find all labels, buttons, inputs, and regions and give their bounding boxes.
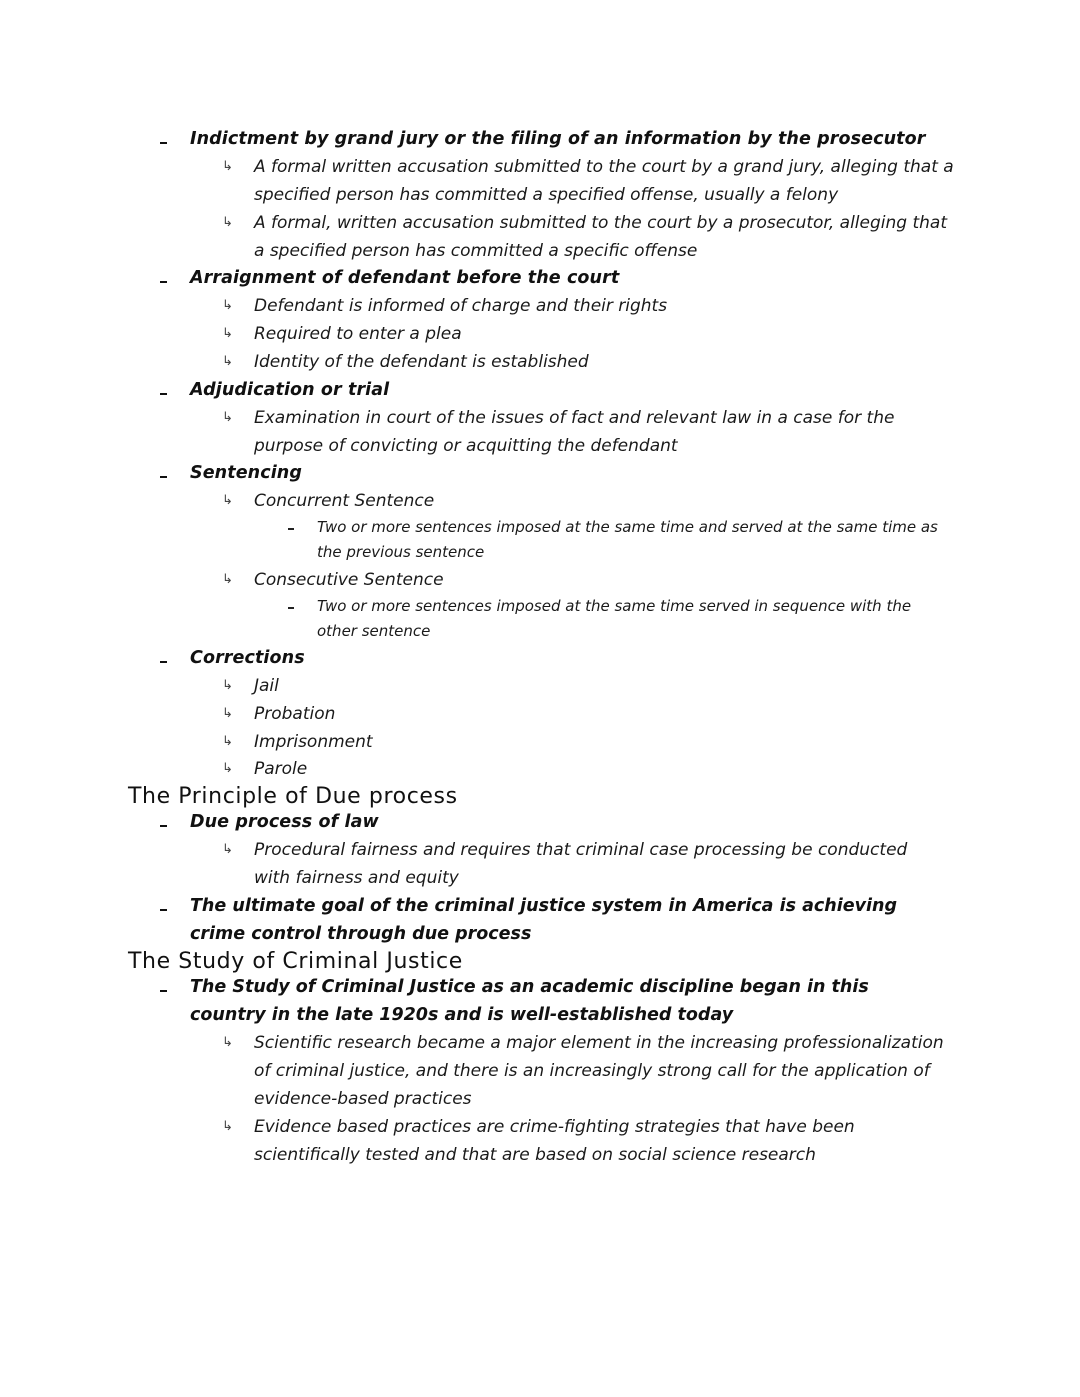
arrow-icon: ↳ — [222, 298, 233, 313]
step-indictment-title: Indictment by grand jury or the filing of an information by the prosecutor — [190, 129, 926, 149]
bullet-dash — [160, 142, 167, 144]
arraignment-point-2: Required to enter a plea — [254, 324, 462, 344]
study-point-2: Evidence based practices are crime-fighting strategies that have been scientifically tested and that are based on social science research — [254, 1117, 855, 1165]
consecutive-sentence-detail: Two or more sentences imposed at the same time served in sequence with the other sentence — [317, 597, 912, 640]
corrections-jail: Jail — [254, 676, 279, 696]
bullet-dash — [160, 909, 167, 911]
study-statement: The Study of Criminal Justice as an academic discipline began in this country in the late 1920s and is well-established today — [190, 977, 869, 1025]
arrow-icon: ↳ — [222, 1035, 233, 1050]
bullet-dash — [160, 825, 167, 827]
arrow-icon: ↳ — [222, 842, 233, 857]
arrow-icon: ↳ — [222, 326, 233, 341]
due-process-heading: The Principle of Due process — [128, 784, 458, 809]
bullet-dash — [160, 281, 167, 283]
consecutive-sentence-label: Consecutive Sentence — [254, 570, 444, 590]
corrections-parole: Parole — [254, 759, 308, 779]
due-process-of-law-title: Due process of law — [190, 812, 379, 832]
sub-bullet-dash — [288, 528, 294, 530]
step-corrections-title: Corrections — [190, 648, 305, 668]
arrow-icon: ↳ — [222, 706, 233, 721]
sub-bullet-dash — [288, 607, 294, 609]
arrow-icon: ↳ — [222, 572, 233, 587]
adjudication-point-1: Examination in court of the issues of fact and relevant law in a case for the purpose of convicting or acquitting the defendant — [254, 408, 895, 456]
arraignment-point-1: Defendant is informed of charge and their rights — [254, 296, 668, 316]
due-process-point: Procedural fairness and requires that criminal case processing be conducted with fairness and equity — [254, 840, 908, 888]
arrow-icon: ↳ — [222, 493, 233, 508]
arrow-icon: ↳ — [222, 734, 233, 749]
step-adjudication-title: Adjudication or trial — [190, 380, 390, 400]
arrow-icon: ↳ — [222, 354, 233, 369]
corrections-probation: Probation — [254, 704, 336, 724]
bullet-dash — [160, 661, 167, 663]
arrow-icon: ↳ — [222, 1119, 233, 1134]
arrow-icon: ↳ — [222, 678, 233, 693]
concurrent-sentence-label: Concurrent Sentence — [254, 491, 435, 511]
bullet-dash — [160, 476, 167, 478]
bullet-dash — [160, 990, 167, 992]
arrow-icon: ↳ — [222, 410, 233, 425]
study-point-1: Scientific research became a major element in the increasing professionalization of criminal justice, and there is an increasingly strong call for the application of evidence-based practices — [254, 1033, 944, 1109]
ultimate-goal-statement: The ultimate goal of the criminal justice system in America is achieving crime control through due process — [190, 896, 897, 944]
step-arraignment-title: Arraignment of defendant before the court — [190, 268, 620, 288]
corrections-imprisonment: Imprisonment — [254, 732, 373, 752]
arraignment-point-3: Identity of the defendant is established — [254, 352, 589, 372]
arrow-icon: ↳ — [222, 761, 233, 776]
step-sentencing-title: Sentencing — [190, 463, 302, 483]
indictment-point-1: A formal written accusation submitted to the court by a grand jury, alleging that a specified person has committed a specified offense, usually a felony — [254, 157, 954, 205]
bullet-dash — [160, 393, 167, 395]
indictment-point-2: A formal, written accusation submitted to the court by a prosecutor, alleging that a specified person has committed a specific offense — [254, 213, 947, 261]
arrow-icon: ↳ — [222, 215, 233, 230]
concurrent-sentence-detail: Two or more sentences imposed at the same time and served at the same time as the previous sentence — [317, 518, 938, 561]
arrow-icon: ↳ — [222, 159, 233, 174]
study-heading: The Study of Criminal Justice — [128, 949, 463, 974]
